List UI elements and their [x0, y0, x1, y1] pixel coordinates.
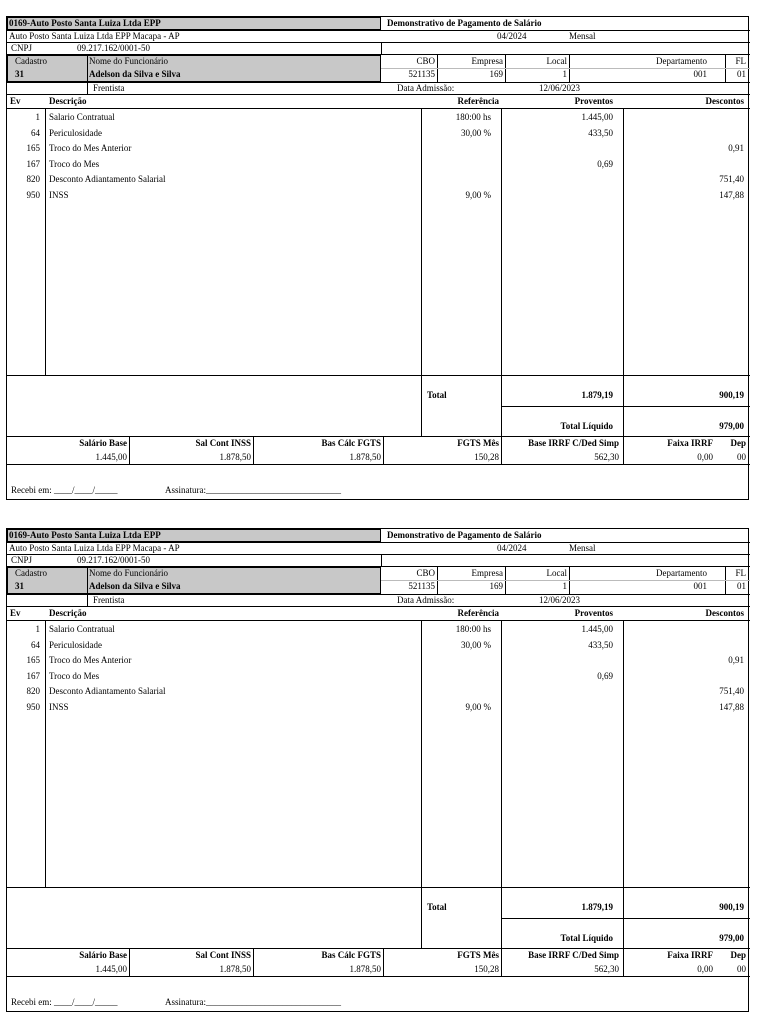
- dep-value: 00: [737, 964, 746, 974]
- event-row: [7, 622, 750, 638]
- event-proventos: 0,69: [597, 158, 613, 169]
- base-irrf-label: Base IRRF C/Ded Simp: [528, 950, 619, 960]
- event-descontos: 751,40: [719, 174, 744, 184]
- event-code: 950: [26, 701, 40, 712]
- event-row: [7, 126, 750, 142]
- referencia-header: Referência: [457, 96, 499, 106]
- period: 04/2024: [497, 31, 527, 41]
- event-reference: 180:00 hs: [455, 112, 491, 122]
- event-description: Troco do Mes: [49, 670, 100, 681]
- assinatura: Assinatura:______________________________: [165, 485, 341, 495]
- event-code: 165: [26, 655, 40, 665]
- event-code: 1: [35, 624, 40, 634]
- departamento-label: Departamento: [656, 568, 707, 578]
- event-code: 1: [35, 112, 40, 122]
- event-row: [7, 653, 750, 669]
- company-line: Auto Posto Santa Luiza Ltda EPP Macapa - AP: [9, 31, 180, 41]
- event-description: Salario Contratual: [49, 624, 115, 634]
- event-description: INSS: [49, 189, 69, 200]
- event-row: [7, 172, 750, 188]
- total-liquido-label: Total Líquido: [560, 421, 613, 431]
- period-type: Mensal: [569, 543, 596, 553]
- event-descontos: 147,88: [719, 189, 744, 200]
- document-title: Demonstrativo de Pagamento de Salário: [387, 530, 542, 540]
- event-description: Salario Contratual: [49, 112, 115, 122]
- salario-base-label: Salário Base: [79, 950, 127, 960]
- descricao-header: Descrição: [49, 608, 87, 618]
- dep-value: 00: [737, 452, 746, 462]
- company-header: 0169-Auto Posto Santa Luiza Ltda EPP: [9, 18, 161, 28]
- cadastro-label: Cadastro: [15, 56, 47, 66]
- proventos-header: Proventos: [574, 608, 613, 618]
- fgts-mes-value: 150,28: [474, 452, 499, 462]
- fl-value: 01: [737, 69, 746, 79]
- event-proventos: 0,69: [597, 670, 613, 681]
- event-descontos: 751,40: [719, 686, 744, 696]
- sal-cont-inss-value: 1.878,50: [219, 452, 251, 462]
- event-descontos: 0,91: [728, 143, 744, 153]
- event-description: INSS: [49, 701, 69, 712]
- event-description: Desconto Adiantamento Salarial: [49, 174, 166, 184]
- event-description: Troco do Mes Anterior: [49, 655, 132, 665]
- ev-header: Ev: [10, 608, 21, 618]
- proventos-header: Proventos: [574, 96, 613, 106]
- faixa-irrf-value: 0,00: [697, 964, 713, 974]
- empresa-value: 169: [489, 581, 503, 591]
- sal-cont-inss-label: Sal Cont INSS: [195, 438, 251, 448]
- payslip-copy-2: [6, 528, 749, 1012]
- referencia-header: Referência: [457, 608, 499, 618]
- company-header: 0169-Auto Posto Santa Luiza Ltda EPP: [9, 530, 161, 540]
- local-label: Local: [546, 56, 567, 66]
- descricao-header: Descrição: [49, 96, 87, 106]
- fl-label: FL: [735, 56, 746, 66]
- dep-label: Dep: [730, 438, 746, 448]
- empresa-label: Empresa: [471, 568, 503, 578]
- cargo: Frentista: [93, 595, 125, 605]
- period: 04/2024: [497, 543, 527, 553]
- faixa-irrf-label: Faixa IRRF: [667, 438, 713, 448]
- departamento-label: Departamento: [656, 56, 707, 66]
- event-description: Periculosidade: [49, 639, 102, 650]
- event-row: [7, 684, 750, 700]
- document-title: Demonstrativo de Pagamento de Salário: [387, 18, 542, 28]
- event-row: [7, 157, 750, 173]
- recebi-em: Recebi em: ____/____/_____: [11, 485, 118, 495]
- bas-calc-fgts-value: 1.878,50: [349, 452, 381, 462]
- bas-calc-fgts-label: Bas Cálc FGTS: [321, 438, 381, 448]
- event-code: 64: [31, 639, 40, 650]
- fgts-mes-label: FGTS Mês: [457, 950, 499, 960]
- empresa-label: Empresa: [471, 56, 503, 66]
- total-proventos: 1.879,19: [581, 902, 613, 912]
- event-code: 950: [26, 189, 40, 200]
- event-reference: 9,00 %: [465, 701, 491, 712]
- event-row: [7, 638, 750, 654]
- assinatura: Assinatura:______________________________: [165, 997, 341, 1007]
- total-liquido-value: 979,00: [719, 933, 744, 943]
- cbo-value: 521135: [408, 69, 435, 79]
- event-code: 64: [31, 127, 40, 138]
- event-row: [7, 669, 750, 685]
- recebi-em: Recebi em: ____/____/_____: [11, 997, 118, 1007]
- cadastro-label: Cadastro: [15, 568, 47, 578]
- cargo: Frentista: [93, 83, 125, 93]
- cnpj-value: 09.217.162/0001-50: [77, 43, 150, 53]
- total-label: Total: [427, 390, 447, 400]
- event-reference: 30,00 %: [461, 127, 491, 138]
- data-admissao-value: 12/06/2023: [539, 595, 581, 605]
- event-code: 820: [26, 686, 40, 696]
- sal-cont-inss-label: Sal Cont INSS: [195, 950, 251, 960]
- cadastro-value: 31: [15, 581, 24, 591]
- faixa-irrf-value: 0,00: [697, 452, 713, 462]
- local-value: 1: [562, 581, 567, 591]
- cadastro-value: 31: [15, 69, 24, 79]
- event-row: [7, 700, 750, 716]
- cnpj-label: CNPJ: [11, 43, 33, 53]
- payslip-copy-1: [6, 16, 749, 500]
- base-irrf-value: 562,30: [594, 964, 619, 974]
- event-reference: 9,00 %: [465, 189, 491, 200]
- total-liquido-label: Total Líquido: [560, 933, 613, 943]
- events-list: [7, 110, 750, 203]
- salario-base-value: 1.445,00: [95, 964, 127, 974]
- event-row: [7, 188, 750, 204]
- total-descontos: 900,19: [719, 390, 744, 400]
- base-irrf-label: Base IRRF C/Ded Simp: [528, 438, 619, 448]
- empresa-value: 169: [489, 69, 503, 79]
- cbo-label: CBO: [416, 56, 435, 66]
- event-description: Periculosidade: [49, 127, 102, 138]
- descontos-header: Descontos: [705, 608, 744, 618]
- event-code: 167: [26, 670, 40, 681]
- events-list: [7, 622, 750, 715]
- employee-box: [7, 55, 381, 82]
- data-admissao-label: Data Admissão:: [397, 595, 455, 605]
- ev-header: Ev: [10, 96, 21, 106]
- total-proventos: 1.879,19: [581, 390, 613, 400]
- nome-label: Nome do Funcionário: [89, 568, 168, 578]
- bas-calc-fgts-label: Bas Cálc FGTS: [321, 950, 381, 960]
- company-line: Auto Posto Santa Luiza Ltda EPP Macapa - AP: [9, 543, 180, 553]
- departamento-value: 001: [693, 581, 707, 591]
- event-reference: 30,00 %: [461, 639, 491, 650]
- event-descontos: 147,88: [719, 701, 744, 712]
- employee-name: Adelson da Silva e Silva: [89, 581, 181, 591]
- event-code: 167: [26, 158, 40, 169]
- fgts-mes-label: FGTS Mês: [457, 438, 499, 448]
- employee-box: [7, 567, 381, 594]
- total-liquido-value: 979,00: [719, 421, 744, 431]
- employee-name: Adelson da Silva e Silva: [89, 69, 181, 79]
- salario-base-value: 1.445,00: [95, 452, 127, 462]
- bas-calc-fgts-value: 1.878,50: [349, 964, 381, 974]
- descontos-header: Descontos: [705, 96, 744, 106]
- event-description: Troco do Mes: [49, 158, 100, 169]
- fl-label: FL: [735, 568, 746, 578]
- event-row: [7, 141, 750, 157]
- event-code: 820: [26, 174, 40, 184]
- sal-cont-inss-value: 1.878,50: [219, 964, 251, 974]
- event-proventos: 1.445,00: [581, 624, 613, 634]
- event-description: Troco do Mes Anterior: [49, 143, 132, 153]
- cbo-label: CBO: [416, 568, 435, 578]
- salario-base-label: Salário Base: [79, 438, 127, 448]
- period-type: Mensal: [569, 31, 596, 41]
- total-label: Total: [427, 902, 447, 912]
- event-code: 165: [26, 143, 40, 153]
- fl-value: 01: [737, 581, 746, 591]
- event-proventos: 433,50: [588, 127, 613, 138]
- event-proventos: 1.445,00: [581, 112, 613, 122]
- data-admissao-label: Data Admissão:: [397, 83, 455, 93]
- data-admissao-value: 12/06/2023: [539, 83, 581, 93]
- dep-label: Dep: [730, 950, 746, 960]
- fgts-mes-value: 150,28: [474, 964, 499, 974]
- local-label: Local: [546, 568, 567, 578]
- local-value: 1: [562, 69, 567, 79]
- total-descontos: 900,19: [719, 902, 744, 912]
- cnpj-label: CNPJ: [11, 555, 33, 565]
- departamento-value: 001: [693, 69, 707, 79]
- cnpj-value: 09.217.162/0001-50: [77, 555, 150, 565]
- event-description: Desconto Adiantamento Salarial: [49, 686, 166, 696]
- cbo-value: 521135: [408, 581, 435, 591]
- event-proventos: 433,50: [588, 639, 613, 650]
- base-irrf-value: 562,30: [594, 452, 619, 462]
- faixa-irrf-label: Faixa IRRF: [667, 950, 713, 960]
- event-row: [7, 110, 750, 126]
- event-reference: 180:00 hs: [455, 624, 491, 634]
- event-descontos: 0,91: [728, 655, 744, 665]
- nome-label: Nome do Funcionário: [89, 56, 168, 66]
